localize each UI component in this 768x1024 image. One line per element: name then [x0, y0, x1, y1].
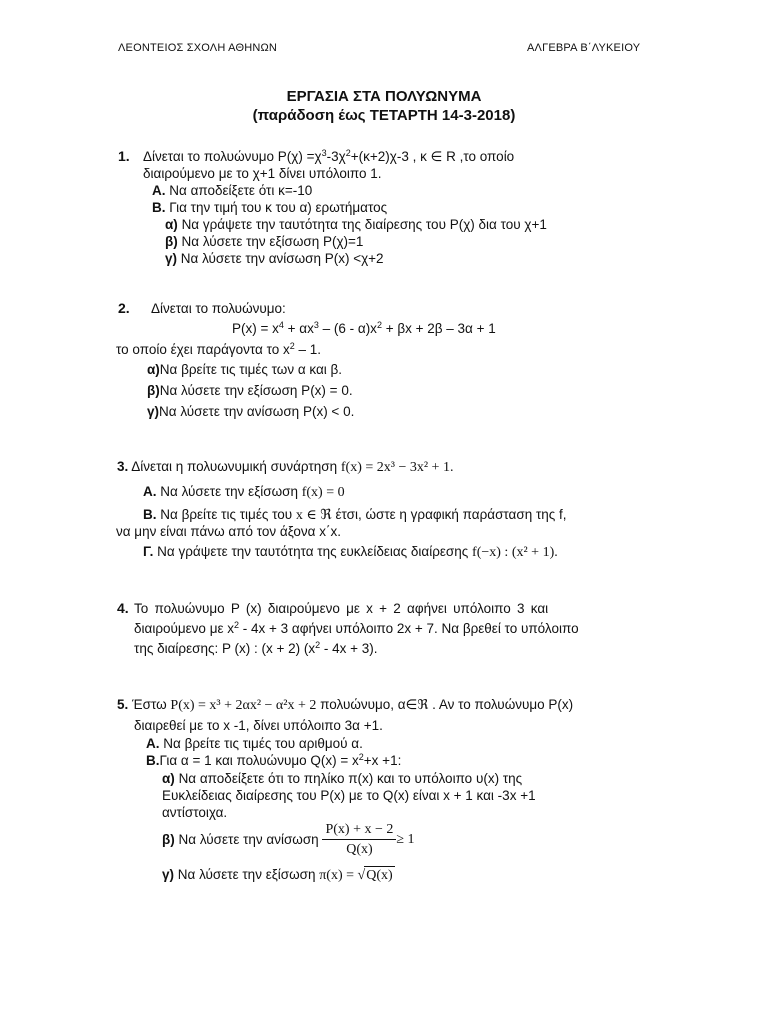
header-school: ΛΕΟΝΤΕΙΟΣ ΣΧΟΛΗ ΑΘΗΝΩΝ	[118, 42, 278, 54]
sqrt-symbol: √	[357, 868, 366, 883]
q1-part-B: Β. Για την τιμή του κ του α) ερωτήματος	[152, 200, 388, 215]
q5-fraction: $\frac{P(x) + x - 2}{Q(x)}$	[322, 821, 396, 858]
q3-intro: 3. Δίνεται η πολυωνυμική συνάρτηση f(x) = 2x³ − 3x² + 1.	[117, 459, 454, 475]
q4-number: 4.	[117, 600, 129, 616]
q1-part-A: Α. Να αποδείξετε ότι κ=-10	[152, 183, 313, 198]
q1-part-c: γ) Να λύσετε την ανίσωση Ρ(x) <χ+2	[165, 251, 384, 266]
q5-polynomial: P(x) = x³ + 2αx² − α²x + 2	[170, 698, 317, 713]
q5-part-c: γ) Να λύσετε την εξίσωση π(x) = √Q(x)	[162, 867, 393, 883]
q2-factor-line: το οποίο έχει παράγοντα το $x^2 - 1$.	[116, 341, 322, 357]
q4-line1: Το πολυώνυμο Ρ (x) διαιρούμενο με x + 2 αφήνει υπόλοιπο 3 και	[134, 601, 549, 616]
q1-part-a: α) Να γράψετε την ταυτότητα της διαίρεσης του Ρ(χ) δια του χ+1	[165, 217, 547, 232]
q2-polynomial: $P(x) = x^4 + \alpha x^3 - (6 - \alpha)x^2 + \beta x + 2\beta - 3\alpha + 1$	[232, 320, 496, 336]
q5-part-a-line2: Ευκλείδειας διαίρεσης του Ρ(x) με το Q(x) είναι x + 1 και -3x +1	[162, 788, 536, 803]
q4-line2: διαιρούμενο με $x^2 - 4x + 3$ αφήνει υπόλοιπο 2x + 7. Να βρεθεί το υπόλοιπο	[134, 620, 579, 636]
q2-intro: Δίνεται το πολυώνυμο:	[151, 301, 286, 316]
q2-part-c: γ)Να λύσετε την ανίσωση P(x) < 0.	[147, 404, 355, 419]
q1-line2: διαιρούμενο με το χ+1 δίνει υπόλοιπο 1.	[143, 166, 382, 181]
q1-number: 1.	[118, 148, 130, 164]
q3-part-A: Α. Να λύσετε την εξίσωση f(x) = 0	[143, 484, 345, 500]
q4-line3: της διαίρεσης: Ρ (x) : (x + 2) $(x^2 - 4x + 3)$.	[134, 640, 378, 656]
q1-part-b: β) Να λύσετε την εξίσωση Ρ(χ)=1	[165, 234, 364, 249]
q2-part-a: α)Να βρείτε τις τιμές των α και β.	[147, 362, 343, 377]
page-title: ΕΡΓΑΣΙΑ ΣΤΑ ΠΟΛΥΩΝΥΜΑ	[286, 88, 482, 105]
q1-intro: Δίνεται το πολυώνυμο $P(\chi) =\chi^3-3\chi^2+(\kappa+2)\chi-3$ , κ ∈ R ,το οποίο	[143, 148, 515, 164]
q2-number: 2.	[118, 300, 130, 316]
q5-line2: διαιρεθεί με το x -1, δίνει υπόλοιπο 3α +1.	[134, 718, 383, 733]
q3-part-B: Β. Να βρείτε τις τιμές του x ∈ ℜ έτσι, ώστε η γραφική παράσταση της f,	[143, 507, 567, 523]
q5-intro: 5. Έστω P(x) = x³ + 2αx² − α²x + 2 πολυώνυμο, α∈ℜ . Αν το πολυώνυμο Ρ(x)	[117, 697, 574, 713]
header-subject: ΑΛΓΕΒΡΑ Β΄ΛΥΚΕΙΟΥ	[527, 42, 641, 54]
q3-part-B-line2: να μην είναι πάνω από τον άξονα x΄x.	[116, 524, 341, 539]
q5-part-a: α) Να αποδείξετε ότι το πηλίκο π(x) και το υπόλοιπο υ(x) της	[162, 771, 523, 786]
q5-part-A: Α. Να βρείτε τις τιμές του αριθμού α.	[146, 736, 363, 751]
q2-part-b: β)Να λύσετε την εξίσωση P(x) = 0.	[147, 383, 353, 398]
q3-part-G: Γ. Να γράψετε την ταυτότητα της ευκλείδειας διαίρεσης f(−x) : (x² + 1).	[143, 544, 558, 560]
q5-part-B: Β.Για α = 1 και πολυώνυμο $Q(x) = x^2+x +1$:	[146, 752, 402, 768]
q3-function: f(x) = 2x³ − 3x² + 1.	[340, 460, 454, 475]
q5-part-a-line3: αντίστοιχα.	[162, 805, 228, 820]
q5-part-b: β) Να λύσετε την ανίσωση $\frac{P(x) + x - 2}{Q(x)}$ ≥ 1	[162, 821, 415, 857]
page-subtitle: (παράδοση έως ΤΕΤΑΡΤΗ 14-3-2018)	[252, 107, 516, 124]
